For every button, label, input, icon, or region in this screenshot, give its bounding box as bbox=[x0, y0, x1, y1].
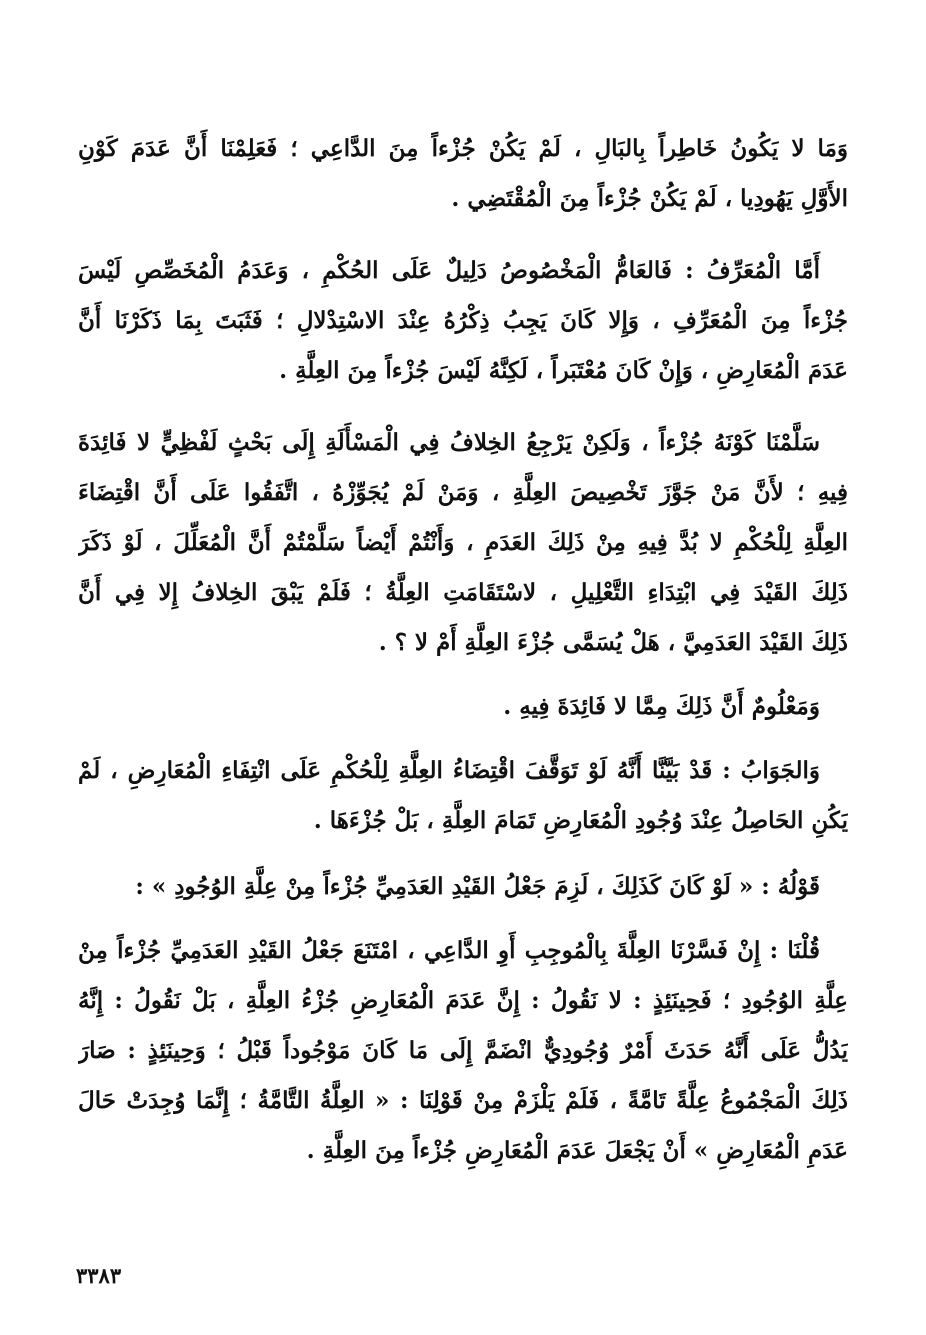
text-line: قُلْنَا : إِنْ فَسَّرْنَا العِلَّةَ بِالْمُوجِبِ أَوِ الدَّاعِي ، امْتَنَعَ جَعْلُ القَيْدِ العَدَمِيِّ جُزْءاً مِنْ bbox=[78, 937, 820, 964]
paragraph-7 bbox=[78, 926, 848, 1176]
page-number: ٣٣٨٣ bbox=[76, 1263, 122, 1288]
text-line: وَالجَوَابُ : قَدْ بَيَّنَّا أَنَّهُ لَوْ تَوَقَّفَ اقْتِضَاءُ العِلَّةِ لِلْحُكْمِ عَلَى انْتِفَاءِ الْمُعَارِضِ ، لَمْ bbox=[78, 757, 820, 784]
text-line: عَدَمِ الْمُعَارِضِ » أَنْ يَجْعَلَ عَدَمَ الْمُعَارِضِ جُزْءاً مِنَ العِلَّةِ . bbox=[306, 1137, 848, 1164]
paragraph-5 bbox=[78, 746, 848, 846]
paragraph-1 bbox=[78, 124, 848, 224]
text-line: ذَلِكَ القَيْدَ العَدَمِيَّ ، هَلْ يُسَمَّى جُزْءَ العِلَّةِ أَمْ لا ؟ . bbox=[378, 629, 848, 656]
text-line: عَدَمَ الْمُعَارِضِ ، وَإِنْ كَانَ مُعْتَبَراً ، لَكِنَّهُ لَيْسَ جُزْءاً مِنَ العِلَّةِ . bbox=[279, 357, 848, 384]
text-line: سَلَّمْنَا كَوْنَهُ جُزْءاً ، وَلَكِنْ يَرْجِعُ الخِلافُ فِي الْمَسْأَلَةِ إِلَى بَحْثٍ لَفْظِيٍّ لا فَائِدَةَ bbox=[78, 429, 820, 456]
body-text bbox=[78, 124, 848, 1176]
text-line: العِلَّةِ لِلْحُكْمِ لا بُدَّ فِيهِ مِنْ ذَلِكَ العَدَمِ ، وَأَنْتُمْ أَيْضاً سَلَّمْتُمْ أَنَّ الْمُعَلِّلَ ، لَوْ ذَكَرَ bbox=[78, 529, 848, 556]
text-line: عِلَّةِ الوُجُودِ ؛ فَحِينَئِذٍ : لا نَقُولُ : إِنَّ عَدَمَ الْمُعَارِضِ جُزْءُ العِلَّةِ ، بَلْ نَقُولُ : إِنَّهُ bbox=[78, 987, 848, 1014]
text-line: يَدُلُّ عَلَى أَنَّهُ حَدَثَ أَمْرٌ وُجُودِيٌّ انْضَمَّ إِلَى مَا كَانَ مَوْجُوداً قَبْلُ ؛ وَحِينَئِذٍ : صَارَ bbox=[78, 1037, 848, 1064]
text-line: يَكُنِ الحَاصِلُ عِنْدَ وُجُودِ الْمُعَارِضِ تَمَامَ العِلَّةِ ، بَلْ جُزْءَهَا . bbox=[313, 807, 848, 834]
paragraph-2 bbox=[78, 246, 848, 396]
text-line: جُزْءاً مِنَ الْمُعَرِّفِ ، وَإِلا كَانَ يَجِبُ ذِكْرُهُ عِنْدَ الاسْتِدْلالِ ؛ فَثَبَتَ بِمَا ذَكَرْنَا أَنَّ bbox=[78, 307, 848, 334]
text-line: الأَوَّلِ يَهُودِيا ، لَمْ يَكُنْ جُزْءاً مِنَ الْمُقْتَضِي . bbox=[451, 185, 848, 212]
text-line: وَمَعْلُومٌ أَنَّ ذَلِكَ مِمَّا لا فَائِدَةَ فِيهِ . bbox=[503, 693, 820, 720]
text-line: ذَلِكَ الْمَجْمُوعُ عِلَّةً تَامَّةً ، فَلَمْ يَلْزَمْ مِنْ قَوْلِنَا : « العِلَّةُ التَّامَّةُ ؛ إِنَّمَا وُجِدَتْ حَالَ bbox=[78, 1087, 848, 1114]
text-line: قَوْلُهُ : « لَوْ كَانَ كَذَلِكَ ، لَزِمَ جَعْلُ القَيْدِ العَدَمِيِّ جُزْءاً مِنْ عِلَّةِ الوُجُودِ » : bbox=[135, 873, 820, 900]
paragraph-4 bbox=[78, 682, 848, 732]
text-line: وَمَا لا يَكُونُ خَاطِراً بِالبَالِ ، لَمْ يَكُنْ جُزْءاً مِنَ الدَّاعِي ؛ فَعَلِمْنَا أَنَّ عَدَمَ كَوْنِ bbox=[78, 135, 848, 162]
text-line: فِيهِ ؛ لأَنَّ مَنْ جَوَّزَ تَخْصِيصَ العِلَّةِ ، وَمَنْ لَمْ يُجَوِّزْهُ ، اتَّفَقُوا عَلَى أَنَّ اقْتِضَاءَ bbox=[78, 479, 848, 506]
paragraph-6 bbox=[78, 862, 848, 912]
text-line: ذَلِكَ القَيْدَ فِي ابْتِدَاءِ التَّعْلِيلِ ، لاسْتَقَامَتِ العِلَّةُ ؛ فَلَمْ يَبْقَ الخِلافُ إِلا فِي أَنَّ bbox=[78, 579, 848, 606]
text-line: أَمَّا الْمُعَرِّفُ : فَالعَامُّ الْمَخْصُوصُ دَلِيلٌ عَلَى الحُكْمِ ، وَعَدَمُ الْمُخَصِّصِ لَيْسَ bbox=[78, 257, 820, 284]
paragraph-3 bbox=[78, 418, 848, 668]
